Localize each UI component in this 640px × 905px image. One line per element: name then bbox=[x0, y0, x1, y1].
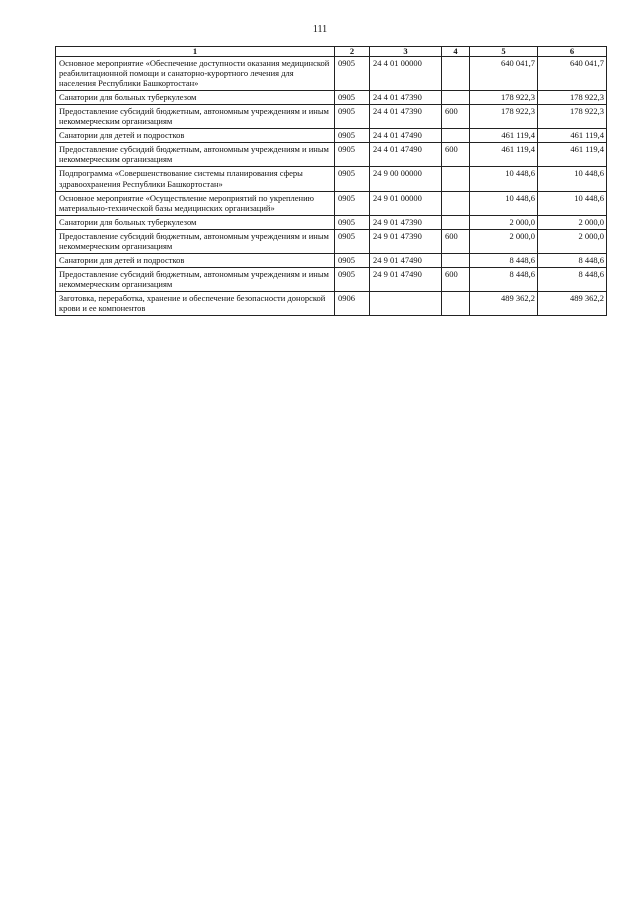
row-section: 0905 bbox=[335, 143, 370, 167]
row-section: 0905 bbox=[335, 57, 370, 91]
row-name: Подпрограмма «Совершенствование системы планирования сферы здравоохранения Республики Башкортостан» bbox=[56, 167, 335, 191]
row-amount-2: 489 362,2 bbox=[538, 291, 607, 315]
row-article bbox=[370, 291, 442, 315]
row-expense-type: 600 bbox=[442, 229, 470, 253]
row-amount-2: 8 448,6 bbox=[538, 253, 607, 267]
row-amount-2: 178 922,3 bbox=[538, 91, 607, 105]
row-article: 24 4 01 47490 bbox=[370, 129, 442, 143]
row-amount-1: 178 922,3 bbox=[470, 105, 538, 129]
row-section: 0905 bbox=[335, 253, 370, 267]
row-amount-2: 10 448,6 bbox=[538, 167, 607, 191]
table-row bbox=[56, 191, 607, 215]
row-name: Санатории для больных туберкулезом bbox=[56, 215, 335, 229]
row-section: 0905 bbox=[335, 215, 370, 229]
row-section: 0905 bbox=[335, 91, 370, 105]
row-amount-1: 8 448,6 bbox=[470, 253, 538, 267]
row-section: 0905 bbox=[335, 267, 370, 291]
row-name: Предоставление субсидий бюджетным, автономным учреждениям и иным некоммерческим организациям bbox=[56, 143, 335, 167]
budget-table bbox=[55, 46, 607, 316]
row-name: Санатории для детей и подростков bbox=[56, 129, 335, 143]
row-amount-2: 2 000,0 bbox=[538, 229, 607, 253]
row-amount-1: 10 448,6 bbox=[470, 167, 538, 191]
table-row bbox=[56, 267, 607, 291]
row-name: Предоставление субсидий бюджетным, автономным учреждениям и иным некоммерческим организациям bbox=[56, 229, 335, 253]
table-row bbox=[56, 167, 607, 191]
row-article: 24 9 00 00000 bbox=[370, 167, 442, 191]
row-article: 24 4 01 00000 bbox=[370, 57, 442, 91]
row-name: Санатории для детей и подростков bbox=[56, 253, 335, 267]
row-section: 0905 bbox=[335, 167, 370, 191]
row-amount-1: 8 448,6 bbox=[470, 267, 538, 291]
row-expense-type bbox=[442, 129, 470, 143]
row-section: 0906 bbox=[335, 291, 370, 315]
row-expense-type: 600 bbox=[442, 267, 470, 291]
column-header: 5 bbox=[470, 47, 538, 57]
table-row bbox=[56, 215, 607, 229]
row-section: 0905 bbox=[335, 105, 370, 129]
row-amount-1: 10 448,6 bbox=[470, 191, 538, 215]
row-amount-2: 461 119,4 bbox=[538, 129, 607, 143]
row-amount-1: 640 041,7 bbox=[470, 57, 538, 91]
column-header: 1 bbox=[56, 47, 335, 57]
row-amount-1: 461 119,4 bbox=[470, 143, 538, 167]
row-article: 24 9 01 47490 bbox=[370, 253, 442, 267]
row-amount-2: 10 448,6 bbox=[538, 191, 607, 215]
table-row bbox=[56, 129, 607, 143]
row-expense-type bbox=[442, 91, 470, 105]
row-amount-1: 2 000,0 bbox=[470, 229, 538, 253]
table-row bbox=[56, 253, 607, 267]
row-amount-2: 640 041,7 bbox=[538, 57, 607, 91]
row-article: 24 4 01 47390 bbox=[370, 105, 442, 129]
page-number: 111 bbox=[312, 24, 328, 35]
row-article: 24 9 01 47490 bbox=[370, 267, 442, 291]
row-expense-type bbox=[442, 57, 470, 91]
row-name: Предоставление субсидий бюджетным, автономным учреждениям и иным некоммерческим организациям bbox=[56, 267, 335, 291]
row-article: 24 4 01 47390 bbox=[370, 91, 442, 105]
row-expense-type bbox=[442, 191, 470, 215]
row-amount-2: 178 922,3 bbox=[538, 105, 607, 129]
row-section: 0905 bbox=[335, 129, 370, 143]
row-article: 24 9 01 47390 bbox=[370, 215, 442, 229]
row-section: 0905 bbox=[335, 191, 370, 215]
column-header: 4 bbox=[442, 47, 470, 57]
table-header-row bbox=[56, 47, 607, 57]
row-expense-type: 600 bbox=[442, 105, 470, 129]
row-expense-type: 600 bbox=[442, 143, 470, 167]
table-row bbox=[56, 57, 607, 91]
table-row bbox=[56, 291, 607, 315]
row-amount-1: 461 119,4 bbox=[470, 129, 538, 143]
row-expense-type bbox=[442, 167, 470, 191]
column-header: 6 bbox=[538, 47, 607, 57]
row-amount-1: 2 000,0 bbox=[470, 215, 538, 229]
row-amount-2: 8 448,6 bbox=[538, 267, 607, 291]
row-amount-2: 2 000,0 bbox=[538, 215, 607, 229]
row-amount-1: 489 362,2 bbox=[470, 291, 538, 315]
row-article: 24 9 01 47390 bbox=[370, 229, 442, 253]
row-name: Предоставление субсидий бюджетным, автономным учреждениям и иным некоммерческим организациям bbox=[56, 105, 335, 129]
row-section: 0905 bbox=[335, 229, 370, 253]
row-amount-2: 461 119,4 bbox=[538, 143, 607, 167]
row-expense-type bbox=[442, 215, 470, 229]
row-expense-type bbox=[442, 291, 470, 315]
column-header: 3 bbox=[370, 47, 442, 57]
row-name: Заготовка, переработка, хранение и обеспечение безопасности донорской крови и ее компонентов bbox=[56, 291, 335, 315]
row-article: 24 4 01 47490 bbox=[370, 143, 442, 167]
table-row bbox=[56, 143, 607, 167]
table-row bbox=[56, 229, 607, 253]
row-amount-1: 178 922,3 bbox=[470, 91, 538, 105]
row-expense-type bbox=[442, 253, 470, 267]
row-name: Основное мероприятие «Обеспечение доступности оказания медицинской реабилитационной помощи и санаторно-курортного лечения для населения Республики Башкортостан» bbox=[56, 57, 335, 91]
row-name: Санатории для больных туберкулезом bbox=[56, 91, 335, 105]
table-row bbox=[56, 105, 607, 129]
column-header: 2 bbox=[335, 47, 370, 57]
table-row bbox=[56, 91, 607, 105]
row-name: Основное мероприятие «Осуществление мероприятий по укреплению материально-технической базы медицинских организаций» bbox=[56, 191, 335, 215]
row-article: 24 9 01 00000 bbox=[370, 191, 442, 215]
